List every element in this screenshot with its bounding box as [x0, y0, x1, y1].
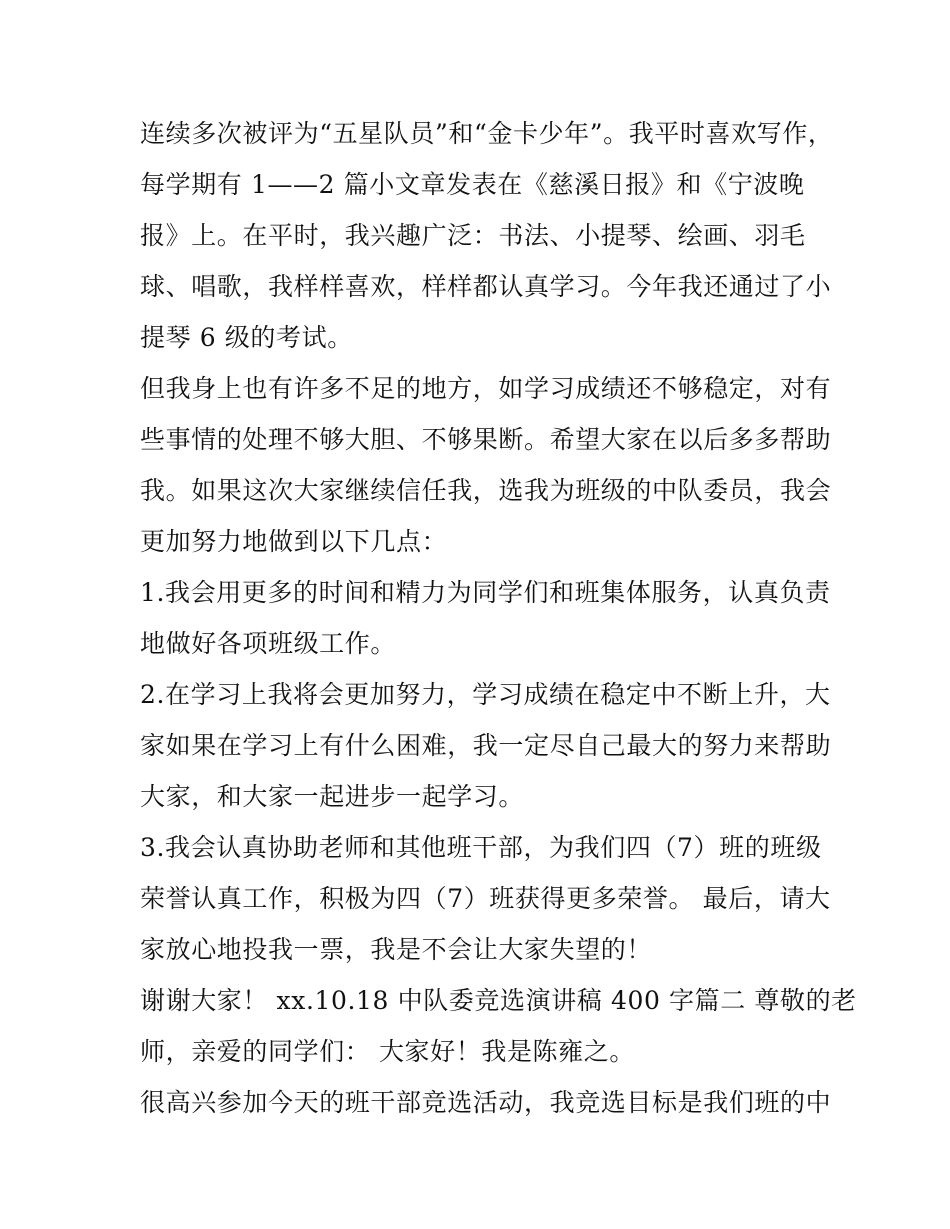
text-line: 谢谢大家！ xx.10.18 中队委竞选演讲稿 400 字篇二 尊敬的老	[140, 986, 857, 1015]
paragraph-1	[140, 108, 834, 363]
text-line: 很高兴参加今天的班干部竞选活动，我竞选目标是我们班的中	[140, 1088, 832, 1117]
text-line: 家放心地投我一票，我是不会让大家失望的！	[140, 935, 653, 964]
text-line: 师，亲爱的同学们： 大家好！我是陈雍之。	[140, 1037, 635, 1066]
text-line: 更加努力地做到以下几点：	[140, 527, 448, 556]
paragraph-4	[140, 669, 832, 822]
text-line: 球、唱歌，我样样喜欢，样样都认真学习。今年我还通过了小	[140, 272, 832, 301]
text-line: 地做好各项班级工作。	[140, 629, 397, 658]
text-line: 提琴 6 级的考试。	[140, 323, 353, 352]
text-line: 但我身上也有许多不足的地方，如学习成绩还不够稳定，对有	[140, 374, 832, 403]
paragraph-3	[140, 567, 831, 669]
text-line: 些事情的处理不够大胆、不够果断。希望大家在以后多多帮助	[140, 425, 832, 454]
paragraph-7	[140, 1077, 832, 1128]
text-line: 大家，和大家一起进步一起学习。	[140, 782, 525, 811]
text-line: 荣誉认真工作，积极为四（7）班获得更多荣誉。 最后，请大	[140, 884, 831, 913]
paragraph-2	[140, 363, 832, 567]
text-line: 我。如果这次大家继续信任我，选我为班级的中队委员，我会	[140, 476, 832, 505]
text-line: 每学期有 1——2 篇小文章发表在《慈溪日报》和《宁波晚	[140, 170, 805, 199]
text-line: 2.在学习上我将会更加努力，学习成绩在稳定中不断上升，大	[140, 680, 831, 709]
paragraph-6	[140, 975, 857, 1077]
text-line: 3.我会认真协助老师和其他班干部，为我们四（7）班的班级	[140, 833, 822, 862]
text-line: 报》上。在平时，我兴趣广泛：书法、小提琴、绘画、羽毛	[140, 221, 806, 250]
text-line: 家如果在学习上有什么困难，我一定尽自己最大的努力来帮助	[140, 731, 832, 760]
document-body	[140, 108, 857, 1128]
paragraph-5	[140, 822, 831, 975]
text-line: 1.我会用更多的时间和精力为同学们和班集体服务，认真负责	[140, 578, 831, 607]
text-line: 连续多次被评为“五星队员”和“金卡少年”。我平时喜欢写作，	[140, 119, 834, 148]
